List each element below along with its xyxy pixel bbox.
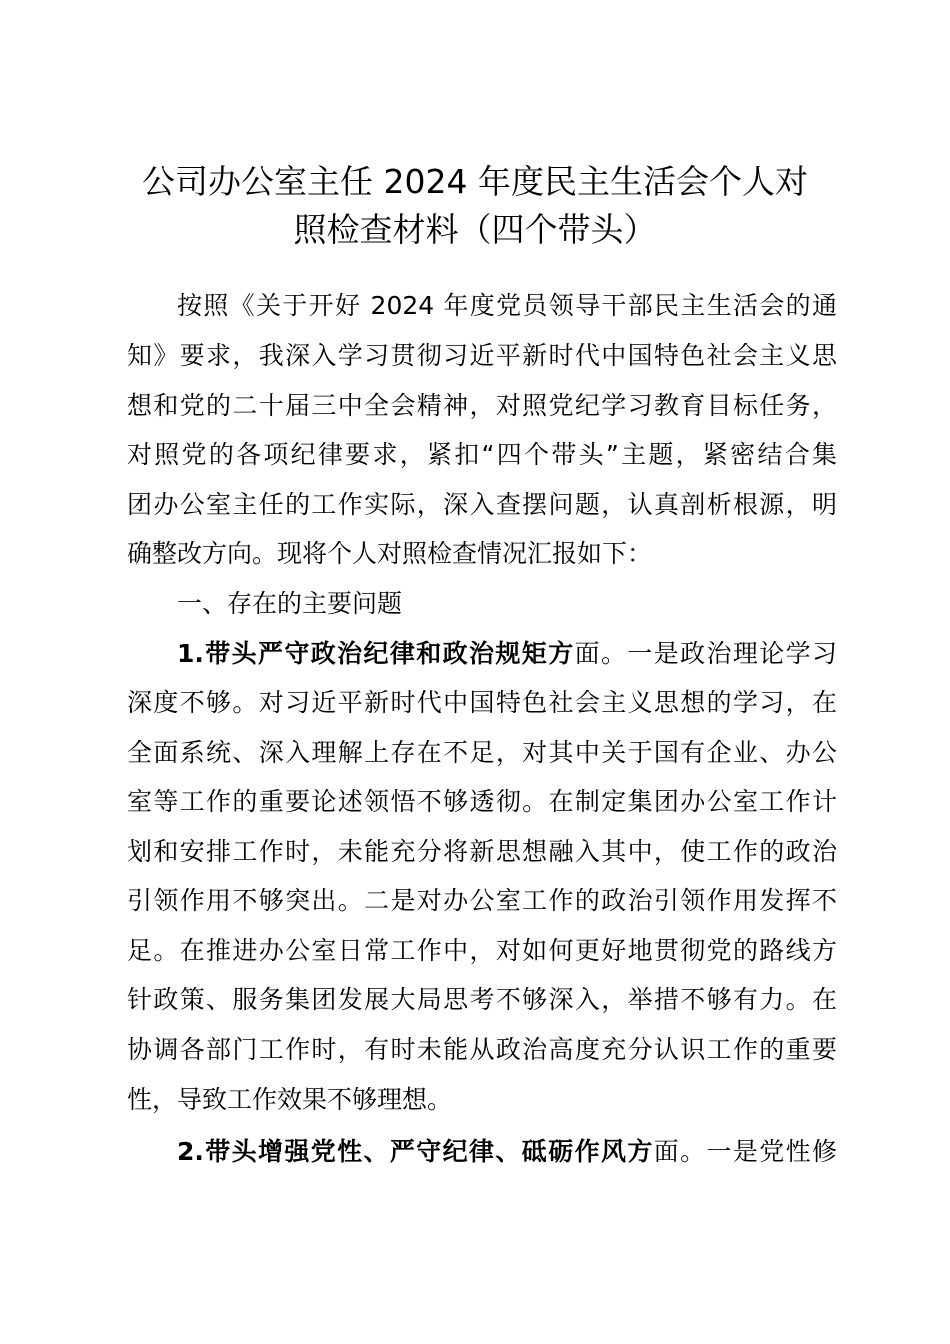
item2-bold-heading: 2.带头增强党性、严守纪律、砥砺作风方	[177, 1137, 654, 1166]
section-heading-problems: 一、存在的主要问题	[177, 589, 403, 618]
document-title-line-2: 照检查材料（四个带头）	[293, 210, 657, 249]
intro-line-4: 对照党的各项纪律要求，紧扣“四个带头”主题，紧密结合集	[127, 440, 837, 469]
item1-bold-heading: 1.带头严守政治纪律和政治规矩方	[177, 639, 575, 668]
item1-line-7: 足。在推进办公室日常工作中，对如何更好地贯彻党的路线方	[127, 936, 837, 965]
intro-line-3: 想和党的二十届三中全会精神，对照党纪学习教育目标任务，	[127, 391, 837, 420]
item1-line-9: 协调各部门工作时，有时未能从政治高度充分认识工作的重要	[127, 1035, 837, 1064]
item1-line-3: 全面系统、深入理解上存在不足，对其中关于国有企业、办公	[127, 738, 837, 767]
item2-line-1	[177, 1134, 837, 1170]
intro-line-1: 按照《关于开好 2024 年度党员领导干部民主生活会的通	[177, 291, 837, 320]
item1-line-5: 划和安排工作时，未能充分将新思想融入其中，使工作的政治	[127, 837, 837, 866]
item1-line-6: 引领作用不够突出。二是对办公室工作的政治引领作用发挥不	[127, 886, 837, 915]
item1-line-8: 针政策、服务集团发展大局思考不够深入，举措不够有力。在	[127, 985, 837, 1014]
item1-first-rest: 面。一是政治理论学习	[574, 639, 837, 668]
intro-line-6: 确整改方向。现将个人对照检查情况汇报如下：	[127, 539, 653, 568]
item2-first-rest: 面。一是党性修	[653, 1137, 837, 1166]
item1-line-4: 室等工作的重要论述领悟不够透彻。在制定集团办公室工作计	[127, 787, 837, 816]
item1-line-1	[177, 636, 837, 672]
document-title-line-1: 公司办公室主任 2024 年度民主生活会个人对	[142, 162, 808, 201]
item1-line-2: 深度不够。对习近平新时代中国特色社会主义思想的学习，在	[127, 688, 837, 717]
item1-line-10: 性，导致工作效果不够理想。	[127, 1085, 453, 1114]
intro-line-5: 团办公室主任的工作实际，深入查摆问题，认真剖析根源，明	[127, 490, 837, 519]
intro-line-2: 知》要求，我深入学习贯彻习近平新时代中国特色社会主义思	[127, 341, 837, 370]
